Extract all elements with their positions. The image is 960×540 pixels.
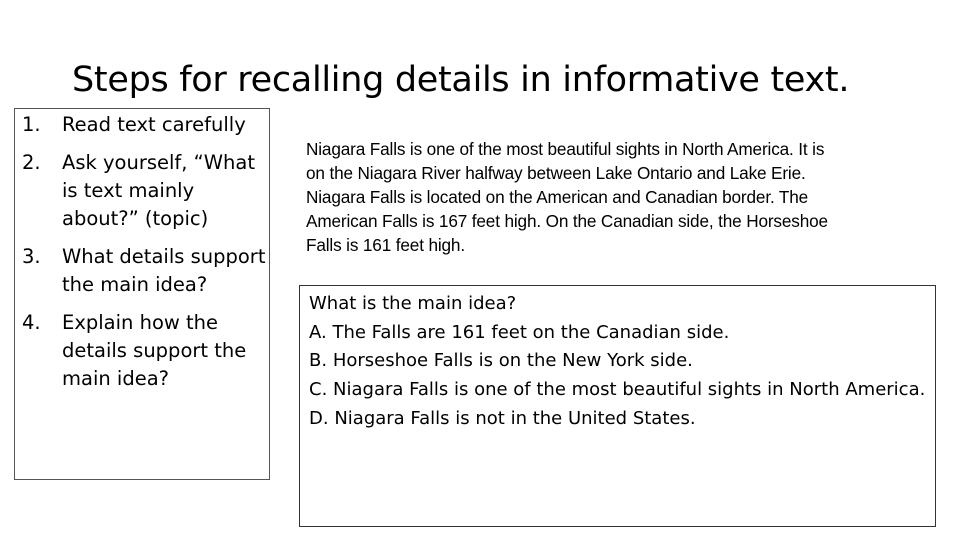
answer-option-c	[309, 376, 935, 405]
question-box	[299, 285, 936, 527]
step-number: 2.	[22, 151, 41, 174]
answer-option-a	[309, 319, 935, 348]
step-text: Explain how the details support the main idea?	[62, 311, 247, 390]
step-number: 3.	[22, 245, 41, 268]
option-text: Horseshoe Falls is on the New York side.	[332, 350, 693, 372]
step-number: 1.	[22, 113, 41, 136]
option-text: The Falls are 161 feet on the Canadian side.	[332, 321, 730, 343]
step-item	[22, 149, 272, 233]
answer-option-b	[309, 347, 935, 376]
option-letter: B.	[309, 350, 328, 372]
option-text: Niagara Falls is not in the United States.	[334, 407, 696, 429]
question-prompt: What is the main idea?	[309, 293, 517, 314]
answer-option-d	[309, 405, 935, 434]
step-text: Read text carefully	[62, 113, 246, 136]
option-letter: C.	[309, 379, 328, 401]
slide-title: Steps for recalling details in informative text.	[72, 60, 850, 100]
steps-list	[22, 111, 272, 403]
option-letter: A.	[309, 321, 327, 343]
option-letter: D.	[309, 407, 329, 429]
step-item	[22, 243, 272, 299]
step-item	[22, 309, 272, 393]
step-text: What details support the main idea?	[62, 245, 266, 296]
passage-text: Niagara Falls is one of the most beautiful sights in North America. It is on the Niagara River halfway between Lake Ontario and Lake Erie. Niagara Falls is located on the American and Canadian border. The American Falls is 167 feet high. On the Canadian side, the Horseshoe Falls is 161 feet high.	[306, 139, 828, 255]
step-text: Ask yourself, “What is text mainly about?” (topic)	[62, 151, 256, 230]
option-text: Niagara Falls is one of the most beautiful sights in North America.	[333, 379, 926, 401]
step-number: 4.	[22, 311, 41, 334]
step-item	[22, 111, 272, 139]
